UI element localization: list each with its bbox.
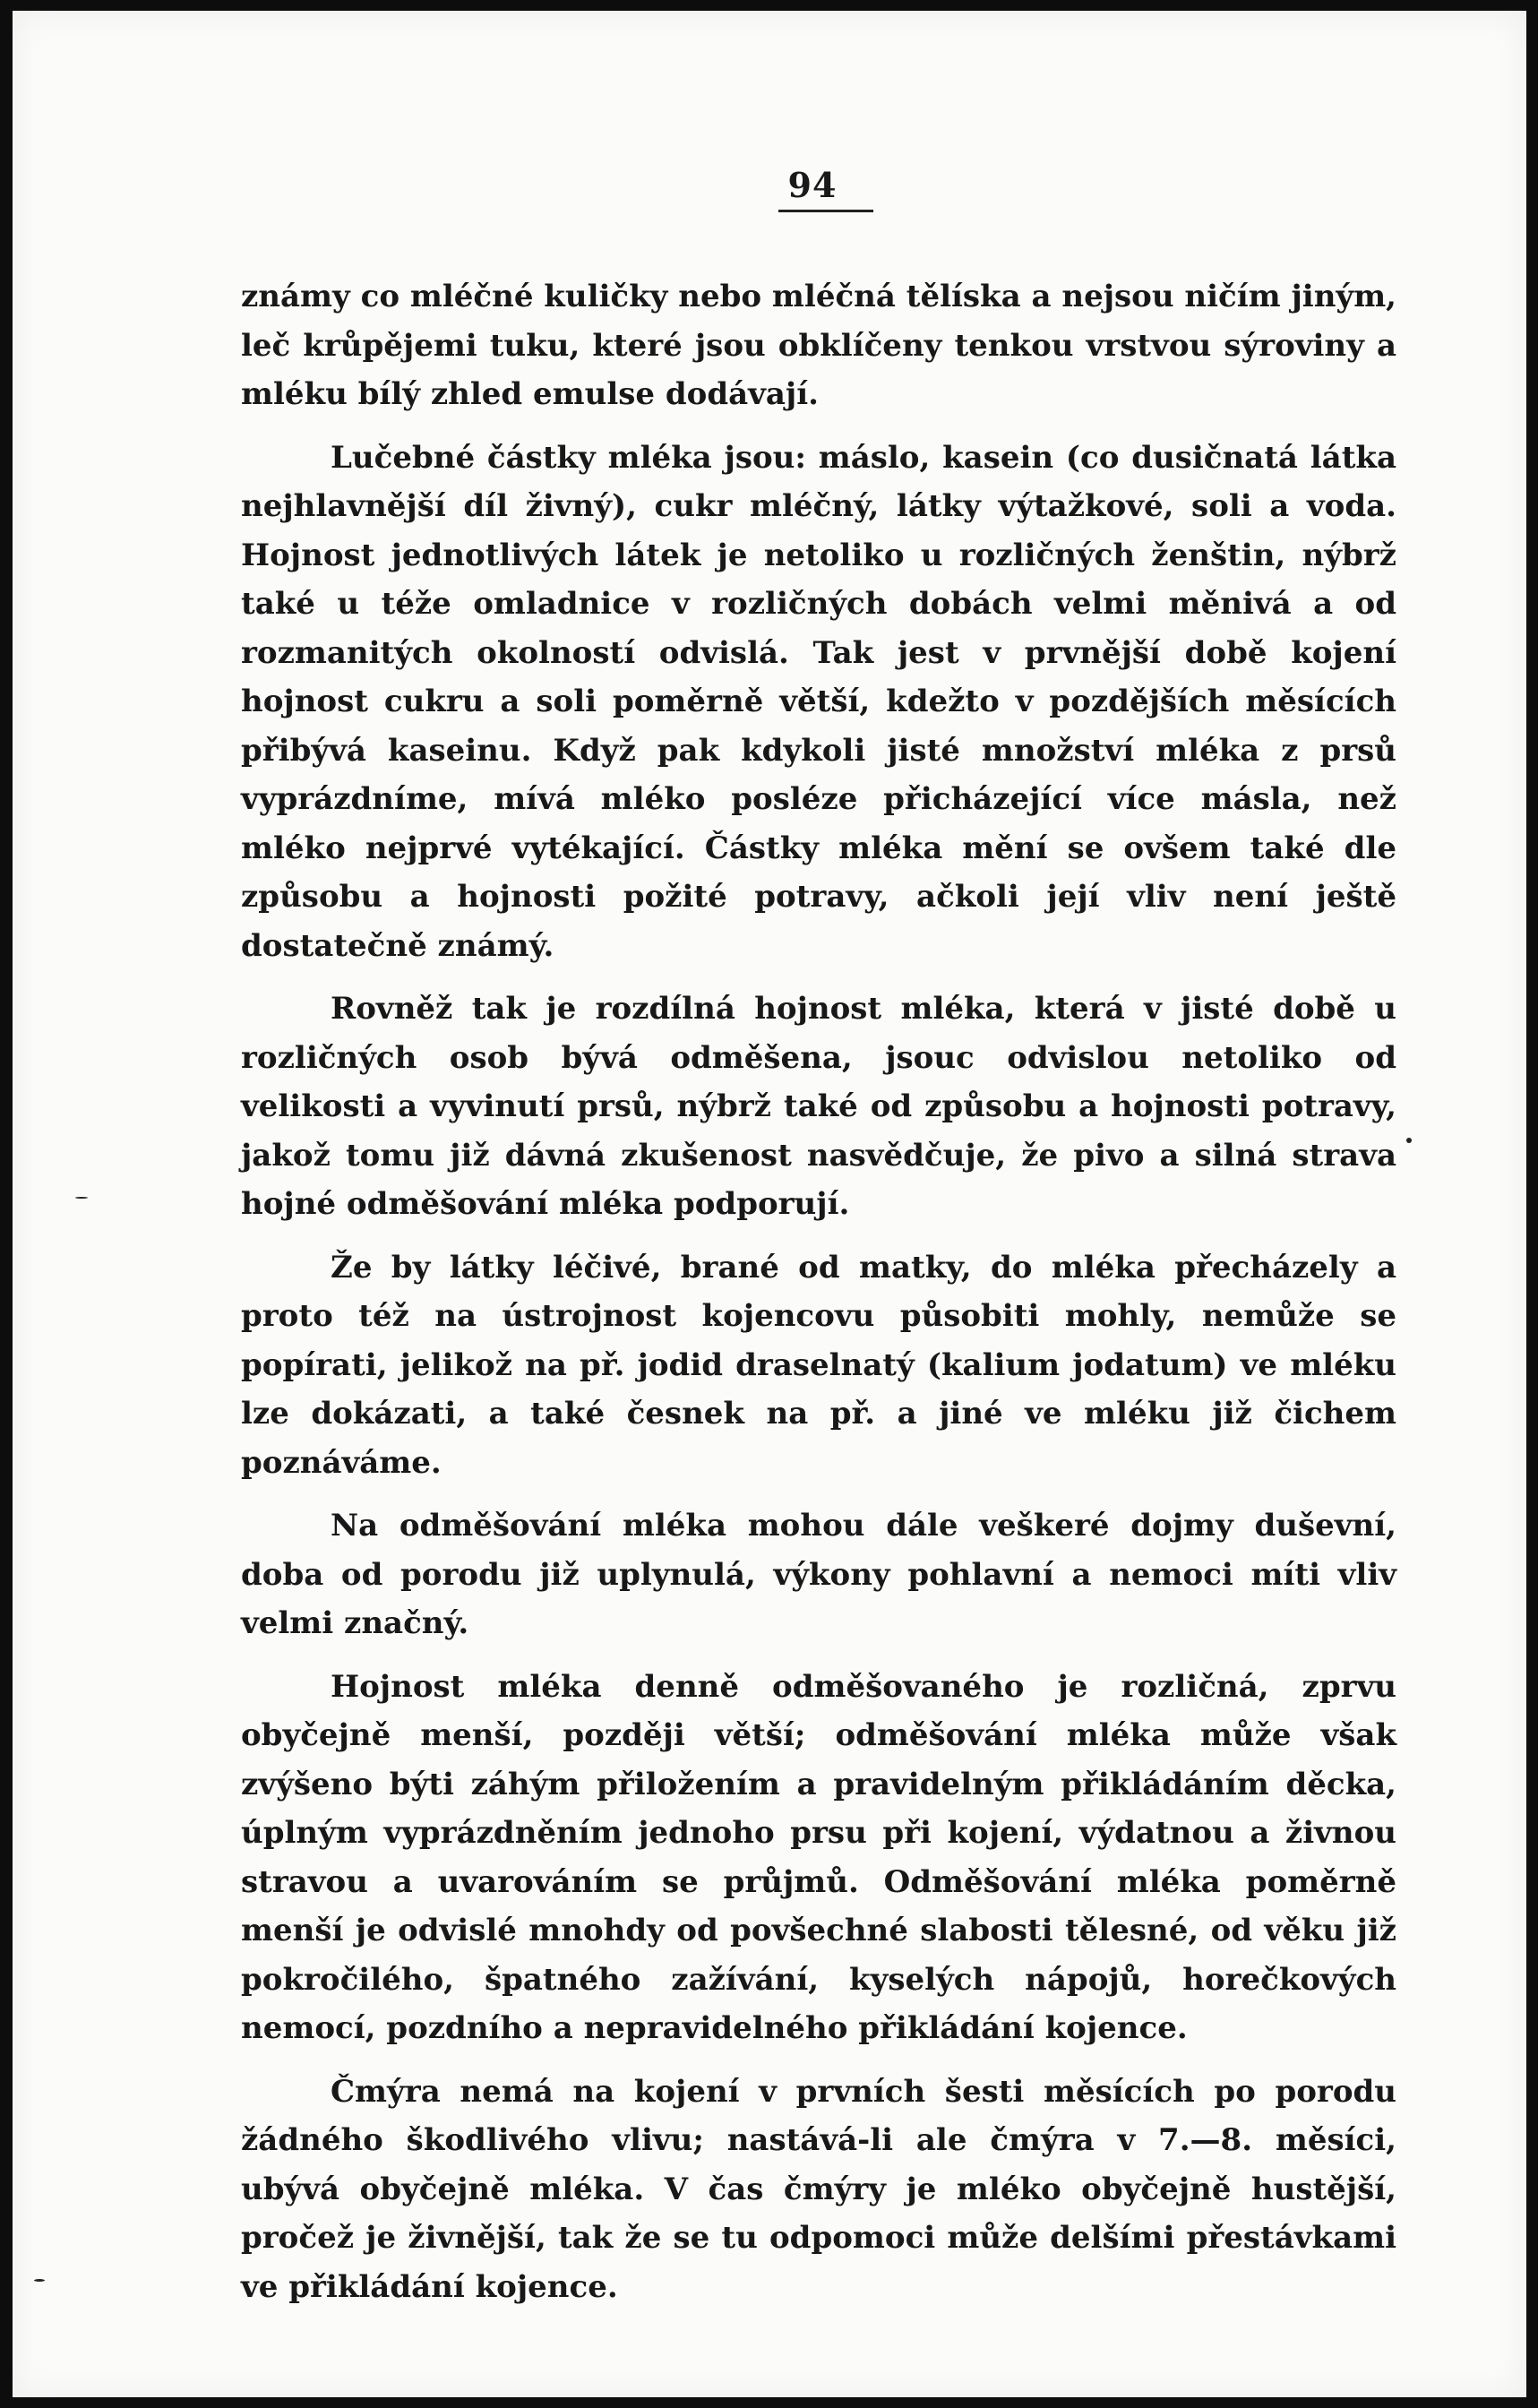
margin-speck [1406, 1138, 1412, 1143]
paragraph-daily-quantity: Hojnost mléka denně odměšovaného je rozličná, zprvu obyčejně menší, později větší; odměšování mléka může však zvýšeno býti záhým přiložením a pravidelným přikládáním děcka, úplným vyprázdněním jednoho prsu při kojení, výdatnou a živnou stravou a uvarováním se průjmů. Odměšování mléka poměrně menší je odvislé mnohdy od povšechné slabosti tělesné, od věku již pokročilého, špatného zažívání, kyselých nápojů, horečkových nemocí, pozdního a nepravidelného přikládání kojence. [241, 1668, 1396, 2046]
page-number-underline [778, 210, 873, 212]
paragraph-continuation: známy co mléčné kuličky nebo mléčná tělíska a nejsou ničím jiným, leč krůpějemi tuku, které jsou obklíčeny tenkou vrstvou sýroviny a mléku bílý zhled emulse dodávají. [241, 279, 1396, 412]
margin-speck [34, 2279, 45, 2282]
margin-speck [75, 1197, 88, 1199]
paragraph-menstruation: Čmýra nemá na kojení v prvních šesti měsících po porodu žádného škodlivého vlivu; nastává-li ale čmýra v 7.—8. měsíci, ubývá obyčejně mléka. V čas čmýry je mléko obyčejně hustější, pročež je živnější, tak že se tu odpomoci může delšími přestávkami ve přikládání kojence. [241, 2073, 1396, 2305]
body-text [241, 272, 1396, 2311]
book-page [13, 11, 1526, 2397]
paragraph-milk-quantity: Rovněž tak je rozdílná hojnost mléka, která v jisté době u rozličných osob bývá odměšena, jsouc odvislou netoliko od velikosti a vyvinutí prsů, nýbrž také od způsobu a hojnosti potravy, jakož tomu již dávná zkušenost nasvědčuje, že pivo a silná strava hojné odměšování mléka podporují. [241, 991, 1396, 1222]
paragraph-chemical-parts: Lučebné částky mléka jsou: máslo, kasein (co dusičnatá látka nejhlavnější díl živný), cukr mléčný, látky výtažkové, soli a voda. Hojnost jednotlivých látek je netoliko u rozličných ženštin, nýbrž také u téže omladnice v rozličných dobách velmi měnivá a od rozmanitých okolností odvislá. Tak jest v prvnější době kojení hojnost cukru a soli poměrně větší, kdežto v pozdějších měsících přibývá kaseinu. Když pak kdykoli jisté množství mléka z prsů vyprázdníme, mívá mléko posléze přicházející více másla, než mléko nejprvé vytékající. Částky mléka mění se ovšem také dle způsobu a hojnosti požité potravy, ačkoli její vliv není ještě dostatečně známý. [241, 439, 1396, 964]
paragraph-medicinal-substances: Že by látky léčivé, brané od matky, do mléka přecházely a proto též na ústrojnost kojencovu působiti mohly, nemůže se popírati, jelikož na př. jodid draselnatý (kalium jodatum) ve mléku lze dokázati, a také česnek na př. a jiné ve mléku již čichem poznáváme. [241, 1249, 1396, 1481]
paragraph-emotional-influences: Na odměšování mléka mohou dále veškeré dojmy duševní, doba od porodu již uplynulá, výkony pohlavní a nemoci míti vliv velmi značný. [241, 1508, 1396, 1641]
page-number: 94 [787, 165, 838, 205]
